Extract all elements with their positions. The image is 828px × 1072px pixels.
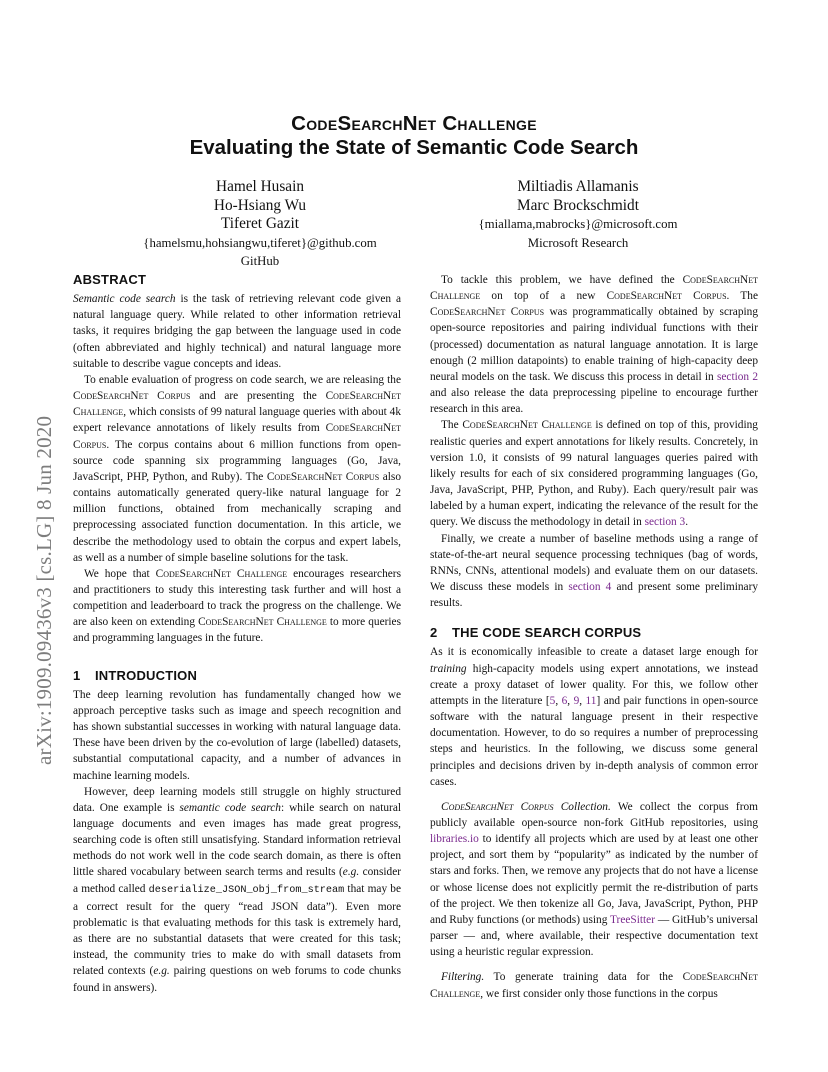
intro-paragraph: However, deep learning models still struggle on highly structured data. One example is semantic code search: while search on natural language documents and even images has made great progress, searching code is often still unsatisfying. Standard information retrieval methods do not work well in the code search domain, as there is often little shared vocabulary between search terms and results (e.g. consider a method called deserialize_JSON_obj_from_stream that may be a correct result for the query “read JSON data”). Even more problematic is that evaluating methods for this task is extremely hard, as there are no substantial datasets that were created for this task; instead, the community tries to make do with small datasets from related contexts (e.g. pairing questions on web forums to code chunks found in answers).: [73, 785, 402, 994]
author-email: {hamelsmu,hohsiangwu,tiferet}@github.com: [143, 235, 377, 250]
citation-link[interactable]: 5: [549, 694, 556, 707]
citation-link[interactable]: 9: [573, 694, 580, 707]
section-heading-corpus: 2 THE CODE SEARCH CORPUS: [430, 625, 642, 641]
section-heading-introduction: 1 INTRODUCTION: [73, 667, 198, 683]
paper-title-line1: CodeSearchNet Challenge: [291, 112, 537, 135]
author-name: Hamel Husain: [216, 178, 304, 195]
intro-paragraph: Finally, we create a number of baseline methods using a range of state-of-the-art neural sequence processing techniques (bag of words, RNNs, CNNs, attentional models) and evaluate them on our datasets. We discuss these models in section 4 and present some preliminary results.: [430, 532, 759, 610]
corpus-paragraph: Filtering. To generate training data for the CodeSearchNet Challenge, we first consider only those functions in the corpus: [430, 971, 758, 1000]
section-link[interactable]: section 4: [568, 580, 612, 593]
citation-link[interactable]: 6: [561, 694, 568, 707]
external-link[interactable]: libraries.io: [430, 833, 479, 846]
intro-paragraph: The deep learning revolution has fundamentally changed how we approach perceptive tasks such as image and speech recognition and has shown substantial successes in working with natural language data. These have been driven by the co-evolution of large (labelled) datasets, substantial computational capacity, and a number of advances in machine learning models.: [73, 688, 401, 782]
author-affiliation: Microsoft Research: [527, 235, 629, 250]
arxiv-stamp: arXiv:1909.09436v3 [cs.LG] 8 Jun 2020: [32, 415, 56, 765]
authors-github: [115, 178, 405, 271]
author-name: Tiferet Gazit: [220, 215, 300, 232]
right-column: [430, 272, 758, 1002]
corpus-paragraph: As it is economically infeasible to create a dataset large enough for training high-capacity models using expert annotations, we instead create a proxy dataset of lower quality. For this, we follow other attempts in the literature [5, 6, 9, 11] and pair functions in open-source software with the natural language present in their respective documentation. However, to do so requires a number of preprocessing steps and heuristics. In the following, we discuss some general principles and decisions driven by in-depth analysis of common error cases.: [430, 646, 759, 788]
authors-microsoft: [433, 178, 723, 252]
paper-title-line2: Evaluating the State of Semantic Code Search: [189, 136, 639, 159]
corpus-paragraph: CodeSearchNet Corpus Collection. We collect the corpus from publicly available open-source non-fork GitHub repositories, using libraries.io to identify all projects which are used by at least one other project, and sort them by “popularity” as indicated by the number of stars and forks. Then, we remove any projects that do not have a license or whose license does not explicitly permit the re-distribution of parts of the project. We then tokenize all Go, Java, JavaScript, Python, PHP and Ruby functions (or methods) using TreeSitter — GitHub’s universal parser — and, where available, their respective documentation text using a heuristic regular expression.: [430, 800, 759, 959]
external-link[interactable]: TreeSitter: [610, 913, 655, 926]
author-name: Ho-Hsiang Wu: [213, 196, 307, 214]
abstract-paragraph: To enable evaluation of progress on code search, we are releasing the CodeSearchNet Corpus and are presenting the CodeSearchNet Challenge, which consists of 99 natural language queries with about 4k expert relevance annotations of likely results from CodeSearchNet Corpus. The corpus contains about 6 million functions from open-source code spanning six programming languages (Go, Java, JavaScript, PHP, Python, and Ruby). The CodeSearchNet Corpus also contains automatically generated query-like natural language for 2 million functions, obtained from mechanically scraping and preprocessing associated function documentation. In this article, we describe the methodology used to obtain the corpus and expert labels, as well as a number of simple baseline solutions for the task.: [73, 373, 402, 564]
abstract-heading: ABSTRACT: [73, 272, 147, 287]
intro-paragraph: The CodeSearchNet Challenge is defined on top of this, providing realistic queries and expert annotations for likely results. Concretely, in version 1.0, it consists of 99 natural languages queries paired with likely results for each of six considered programming languages (Go, Java, JavaScript, PHP, Python, and Ruby). Each query/result pair was labeled by a human expert, indicating the relevance of the result for the query. We discuss the methodology in detail in section 3.: [430, 419, 758, 529]
intro-paragraph: To tackle this problem, we have defined the CodeSearchNet Challenge on top of a new CodeSearchNet Corpus. The CodeSearchNet Corpus was programmatically obtained by scraping open-source repositories and pairing individual functions with their (processed) documentation as natural language annotation. It is large enough (2 million datapoints) to enable training of high-capacity deep neural models on the task. We discuss this process in detail in section 2 and also release the data preprocessing pipeline to encourage further research in this area.: [430, 274, 759, 416]
author-name: Miltiadis Allamanis: [517, 178, 639, 195]
citation-link[interactable]: 11: [585, 694, 597, 707]
abstract-paragraph: We hope that CodeSearchNet Challenge encourages researchers and practitioners to study this interesting task further and will host a competition and leaderboard to track the progress on the challenge. We are also keen on extending CodeSearchNet Challenge to more queries and programming languages in the future.: [73, 567, 401, 645]
author-affiliation: GitHub: [240, 254, 280, 268]
author-name: Marc Brockschmidt: [517, 196, 639, 214]
abstract-paragraph: Semantic code search is the task of retrieving relevant code given a natural language query. While related to other information retrieval tasks, it requires bridging the gap between the language used in code (often abbreviated and highly technical) and natural language more suitable to describe vague concepts and ideas.: [73, 293, 401, 370]
section-link[interactable]: section 2: [716, 370, 759, 383]
section-link[interactable]: section 3: [644, 516, 686, 529]
code-identifier: deserialize_JSON_obj_from_stream: [148, 884, 345, 896]
left-column: [73, 272, 401, 996]
author-email: {miallama,mabrocks}@microsoft.com: [478, 217, 678, 231]
